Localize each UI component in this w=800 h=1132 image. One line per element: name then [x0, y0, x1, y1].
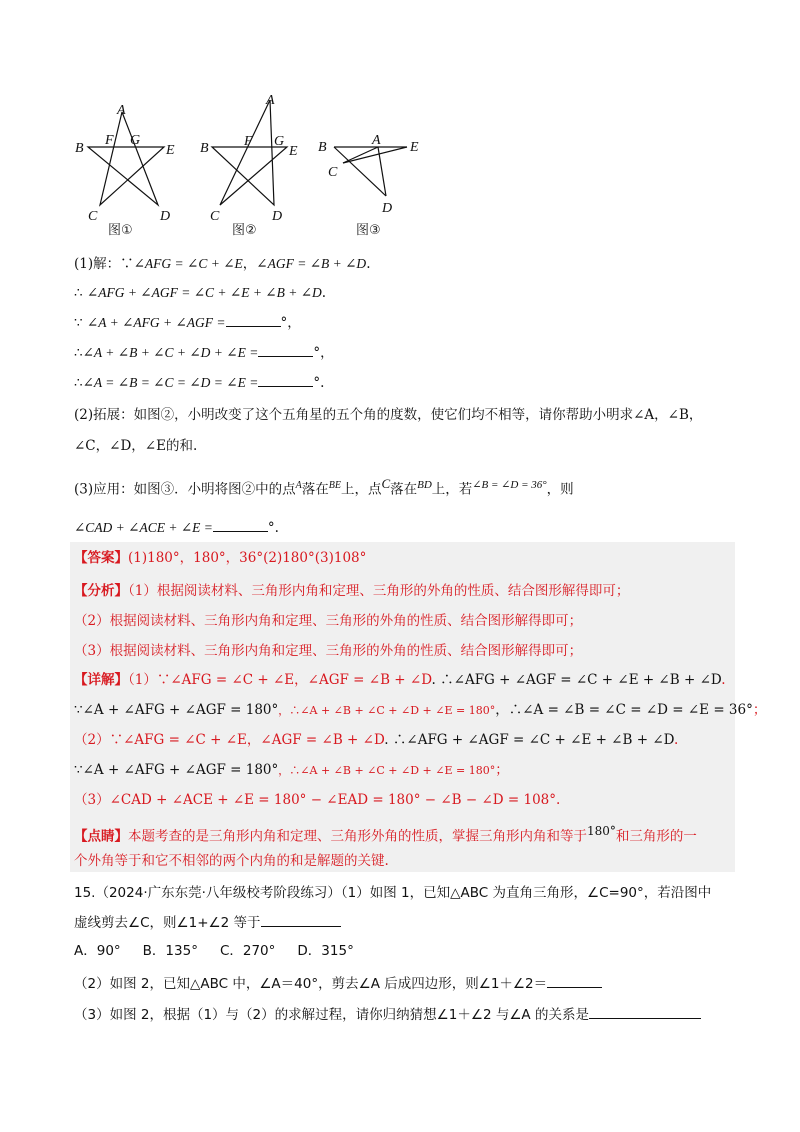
detail-tag: 【详解】: [74, 672, 128, 688]
detail-line3: [74, 730, 678, 750]
figures-row: [75, 92, 440, 242]
fig1-label-c: C: [88, 209, 98, 224]
text: ，: [242, 256, 257, 272]
text: ；: [752, 702, 767, 718]
math: C: [381, 476, 391, 491]
part2-line2: [74, 436, 197, 456]
option-b[interactable]: B．135°: [142, 943, 198, 959]
part1-line2: [74, 283, 326, 303]
math: . ∴∠AFG + ∠AGF = ∠C + ∠E + ∠B + ∠D: [431, 672, 722, 688]
math: ∠A + ∠B + ∠C + ∠D + ∠E =: [82, 345, 259, 360]
text: .: [366, 256, 371, 272]
math: 180°: [587, 824, 616, 838]
text: ∴: [74, 345, 83, 361]
comment-line2: [74, 851, 389, 871]
text: .: [321, 285, 327, 301]
math: （3）∠CAD + ∠ACE + ∠E = 180° − ∠EAD = 180° − ∠B − ∠D = 108°: [74, 792, 557, 808]
q15-line1: [74, 883, 711, 903]
fig3-caption: 图③: [356, 223, 381, 238]
fig2-label-g: G: [274, 134, 285, 149]
analysis-line3: [74, 641, 582, 661]
q15-line2: [74, 912, 341, 933]
fig2-label-d: D: [272, 209, 283, 224]
fig1-label-e: E: [166, 143, 175, 158]
fig1-label-f: F: [105, 133, 114, 148]
math: ∠AFG + ∠AGF = ∠C + ∠E + ∠B + ∠D: [86, 285, 322, 300]
math: ，∴∠A = ∠B = ∠C = ∠D = ∠E = 36°: [495, 702, 753, 718]
math: ∠A = ∠B = ∠C = ∠D = ∠E =: [82, 375, 259, 390]
figure-2: [212, 100, 287, 205]
figure-1: [88, 112, 164, 205]
part3-line1: [74, 474, 574, 500]
text: 和三角形的一: [615, 828, 697, 845]
text: ∵: [74, 315, 87, 331]
text: （2）根据阅读材料、三角形内角和定理、三角形的外角的性质、结合图形解得即可；: [74, 613, 583, 629]
comment-line1: [74, 821, 697, 847]
q15-options: [74, 941, 354, 961]
comment-tag: 【点睛】: [74, 828, 128, 845]
fig2-label-f: F: [244, 134, 253, 149]
text: ；: [495, 762, 509, 778]
answer-blank[interactable]: [261, 912, 341, 927]
q15-line5: [74, 1004, 701, 1025]
text: ，则: [546, 481, 574, 498]
text: （2）如图 2，已知△ABC 中，∠A＝40°，剪去∠A 后成四边形，则∠1＋∠2＝: [74, 976, 548, 992]
text: °.: [267, 520, 279, 536]
text: °，: [280, 315, 301, 331]
text: °，: [313, 345, 334, 361]
text: （1）根据阅读材料、三角形内角和定理、三角形的外角的性质、结合图形解得即可；: [128, 583, 630, 599]
analysis-tag: 【分析】: [74, 583, 128, 599]
math: BE: [328, 480, 341, 491]
math: ∵∠A + ∠AFG + ∠AGF = 180°: [74, 702, 279, 718]
math: ，∴∠A + ∠B + ∠C + ∠D + ∠E = 180°: [278, 764, 496, 777]
text: 本题考查的是三角形内角和定理、三角形外角的性质，掌握三角形内角和等于: [128, 828, 587, 845]
fig2-label-a: A: [266, 93, 275, 108]
text: (3)应用：如图③．小明将图②中的点: [74, 481, 296, 498]
answer-tag: 【答案】: [74, 550, 128, 566]
analysis-line1: [74, 581, 629, 601]
part1-line1: [74, 254, 370, 274]
answer-blank[interactable]: [258, 372, 313, 387]
text: 15.（2024·广东东莞·八年级校考阶段练习）（1）如图 1，已知△ABC 为直角三角形，∠C=90°，若沿图中: [74, 885, 712, 901]
fig3-label-b: B: [318, 140, 327, 155]
analysis-line2: [74, 611, 582, 631]
math: （2）∵∠AFG = ∠C + ∠E: [74, 732, 247, 748]
fig2-label-b: B: [200, 141, 209, 156]
text: .: [556, 792, 561, 808]
text: 虚线剪去∠C，则∠1+∠2 等于: [74, 915, 261, 931]
text: (1)解：∵: [74, 256, 134, 272]
answer-text: (1)180°，180°，36°(2)180°(3)108°: [128, 550, 367, 566]
fig2-caption: 图②: [232, 223, 257, 238]
text: .: [673, 732, 679, 748]
answer-blank[interactable]: [547, 973, 602, 988]
text: 个外角等于和它不相邻的两个内角的和是解题的关键.: [74, 853, 389, 869]
math: A: [295, 480, 302, 491]
detail-line5: [74, 790, 560, 810]
math: ，∠AGF = ∠B + ∠D: [294, 672, 432, 688]
answer-blank[interactable]: [226, 312, 281, 327]
part3-line2: [74, 517, 279, 538]
text: (2)拓展：如图②，小明改变了这个五角星的五个角的度数，使它们均不相等，请你帮助小明求∠A，∠B，: [74, 407, 703, 423]
part2-line1: [74, 405, 702, 425]
fig3-label-a: A: [372, 133, 381, 148]
detail-line1: [74, 670, 726, 690]
part1-line5: [74, 372, 324, 393]
answer-blank[interactable]: [589, 1004, 701, 1019]
text: 落在: [301, 481, 329, 498]
text: 落在: [390, 481, 418, 498]
text: （3）根据阅读材料、三角形内角和定理、三角形的外角的性质、结合图形解得即可；: [74, 643, 583, 659]
option-c[interactable]: C．270°: [219, 943, 276, 959]
math: BD: [417, 479, 432, 491]
text: ∠C，∠D，∠E的和.: [74, 438, 198, 454]
text: （3）如图 2，根据（1）与（2）的求解过程，请你归纳猜想∠1＋∠2 与∠A 的关系是: [74, 1007, 589, 1023]
text: 上，点: [340, 481, 382, 498]
text: °.: [313, 375, 325, 391]
fig3-label-c: C: [328, 165, 338, 180]
fig1-caption: 图①: [108, 223, 133, 238]
fig2-label-c: C: [210, 209, 220, 224]
math: ∠CAD + ∠ACE + ∠E =: [74, 520, 213, 535]
fig1-label-a: A: [117, 103, 126, 118]
answer-blank[interactable]: [213, 517, 268, 532]
fig3-label-d: D: [382, 201, 393, 216]
fig1-label-g: G: [130, 133, 141, 148]
option-d[interactable]: D．315°: [297, 943, 354, 959]
fig3-label-e: E: [410, 140, 419, 155]
math: ∠AGF = ∠B + ∠D: [256, 256, 367, 271]
text: ∴: [74, 285, 87, 301]
math: ∠B = ∠D = 36°: [472, 479, 547, 491]
part1-line3: [74, 312, 301, 333]
text: ∴: [74, 375, 83, 391]
text: 上，若: [431, 481, 473, 498]
math: ∠AFG = ∠C + ∠E: [133, 256, 243, 271]
star-figures: [75, 92, 440, 242]
q15-line4: [74, 973, 602, 994]
math: （1）∵∠AFG = ∠C + ∠E: [128, 672, 295, 688]
answer-line: [74, 548, 366, 568]
math: ，∴∠A + ∠B + ∠C + ∠D + ∠E = 180°: [278, 704, 496, 717]
fig1-label-b: B: [75, 141, 84, 156]
math: ∠A + ∠AFG + ∠AGF =: [86, 315, 226, 330]
text: .: [721, 672, 726, 688]
fig2-label-e: E: [289, 144, 298, 159]
math: ∵∠A + ∠AFG + ∠AGF = 180°: [74, 762, 279, 778]
detail-line2: [74, 700, 766, 721]
answer-blank[interactable]: [258, 342, 313, 357]
detail-line4: [74, 760, 509, 781]
part1-line4: [74, 342, 334, 363]
figure-3: [334, 147, 407, 196]
math: . ∴∠AFG + ∠AGF = ∠C + ∠E + ∠B + ∠D: [384, 732, 674, 748]
fig1-label-d: D: [160, 209, 171, 224]
option-a[interactable]: A．90°: [74, 943, 121, 959]
math: ，∠AGF = ∠B + ∠D: [246, 732, 385, 748]
